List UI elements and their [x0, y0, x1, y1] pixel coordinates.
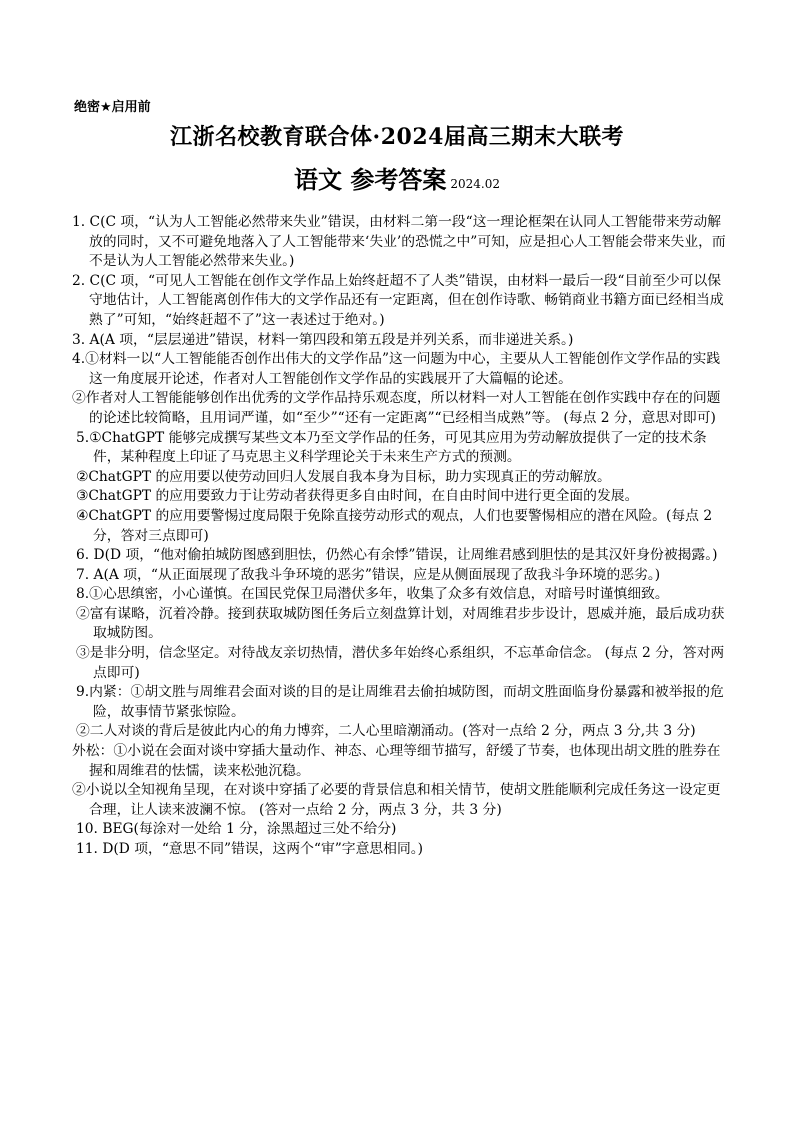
- answer-9-outer-2: ②小说以全知视角呈现，在对谈中穿插了必要的背景信息和相关情节，使胡文胜能顺利完成任务这一设定更合理，让人读来波澜不惊。 (答对一点给 2 分，两点 3 分，共 3 分): [72, 782, 721, 818]
- answer-1: 1. C(C 项，“认为人工智能必然带来失业”错误，由材料二第一段“这一理论框架在认同人工智能带来劳动解放的同时，又不可避免地落入了人工智能带来‘失业’的恐慌之中”可知，应是担心人工智能会带来失业，而不是认为人工智能必然带来失业。): [72, 214, 726, 270]
- answer-8-point-1: 8.①心思缜密，小心谨慎。在国民党保卫局潜伏多年，收集了众多有效信息，对暗号时谨慎细致。: [76, 586, 669, 603]
- answer-4-point-2: ②作者对人工智能能够创作出优秀的文学作品持乐观态度，所以材料一对人工智能在创作实践中存在的问题的论述比较简略，且用词严谨，如“至少”“还有一定距离”“已经相当成熟”等。 (每点 2 分，意思对即可): [72, 390, 721, 426]
- answer-4-point-1: 4.①材料一以“人工智能能否创作出伟大的文学作品”这一问题为中心，主要从人工智能创作文学作品的实践这一角度展开论述，作者对人工智能创作文学作品的实践展开了大篇幅的论述。: [72, 351, 721, 387]
- answer-7: 7. A(A 项，“从正面展现了敌我斗争环境的恶劣”错误，应是从侧面展现了敌我斗争环境的恶劣。): [76, 566, 661, 583]
- answer-9-inner-1: 9.内紧：①胡文胜与周维君会面对谈的目的是让周维君去偷拍城防图，而胡文胜面临身份暴露和被举报的危险，故事情节紧张惊险。: [76, 684, 724, 720]
- answer-3: 3. A(A 项，“层层递进”错误，材料一第四段和第五段是并列关系，而非递进关系。): [72, 331, 574, 348]
- answer-5-point-1: 5.①ChatGPT 能够完成撰写某些文本乃至文学作品的任务，可见其应用为劳动解放提供了一定的技术条件，某种程度上印证了马克思主义科学理论关于未来生产方式的预测。: [76, 429, 707, 466]
- answer-5-point-3: ③ChatGPT 的应用要致力于让劳动者获得更多自由时间，在自由时间中进行更全面的发展。: [76, 488, 639, 505]
- subtitle-text: 语文 参考答案: [294, 165, 447, 194]
- answer-9-outer-1: 外松：①小说在会面对谈中穿插大量动作、神态、心理等细节描写，舒缓了节奏，也体现出胡文胜的胜券在握和周维君的怯懦，读来松弛沉稳。: [72, 743, 721, 779]
- answer-5-point-4: ④ChatGPT 的应用要警惕过度局限于免除直接劳动形式的观点，人们也要警惕相应的潜在风险。(每点 2 分，答对三点即可): [76, 507, 713, 544]
- answer-11: 11. D(D 项，“意思不同”错误，这两个“审”字意思相同。): [76, 841, 424, 857]
- confidential-label: 绝密★启用前: [74, 100, 151, 115]
- answer-5-point-2: ②ChatGPT 的应用要以使劳动回归人发展自我本身为目标，助力实现真正的劳动解放。: [76, 468, 611, 485]
- answer-list: [72, 213, 732, 860]
- answer-2: 2. C(C 项，“可见人工智能在创作文学作品上始终赶超不了人类”错误，由材料一最后一段“目前至少可以保守地估计，人工智能离创作伟大的文学作品还有一定距离，但在创作诗歌、畅销商业书籍方面已经相当成熟了”可知，“始终赶超不了”这一表述过于绝对。): [72, 272, 724, 328]
- exam-date: 2024.02: [450, 177, 500, 191]
- exam-title: 江浙名校教育联合体·2024届高三期末大联考: [170, 124, 624, 150]
- answer-9-inner-2: ②二人对谈的背后是彼此内心的角力博弈，二人心里暗潮涌动。(答对一点给 2 分，两点 3 分,共 3 分): [76, 723, 696, 740]
- answer-6: 6. D(D 项，“他对偷拍城防图感到胆怯，仍然心有余悸”错误，让周维君感到胆怯的是其汉奸身份被揭露。): [76, 547, 718, 564]
- document-subtitle: [0, 160, 794, 195]
- answer-10: 10. BEG(每涂对一处给 1 分，涂黑超过三处不给分): [76, 821, 397, 838]
- answer-8-point-3: ③是非分明，信念坚定。对待战友亲切热情，潜伏多年始终心系组织，不忘革命信念。 (每点 2 分，答对两点即可): [76, 645, 725, 681]
- answer-8-point-2: ②富有谋略，沉着冷静。接到获取城防图任务后立刻盘算计划，对周维君步步设计，恩威并施，最后成功获取城防图。: [76, 605, 725, 642]
